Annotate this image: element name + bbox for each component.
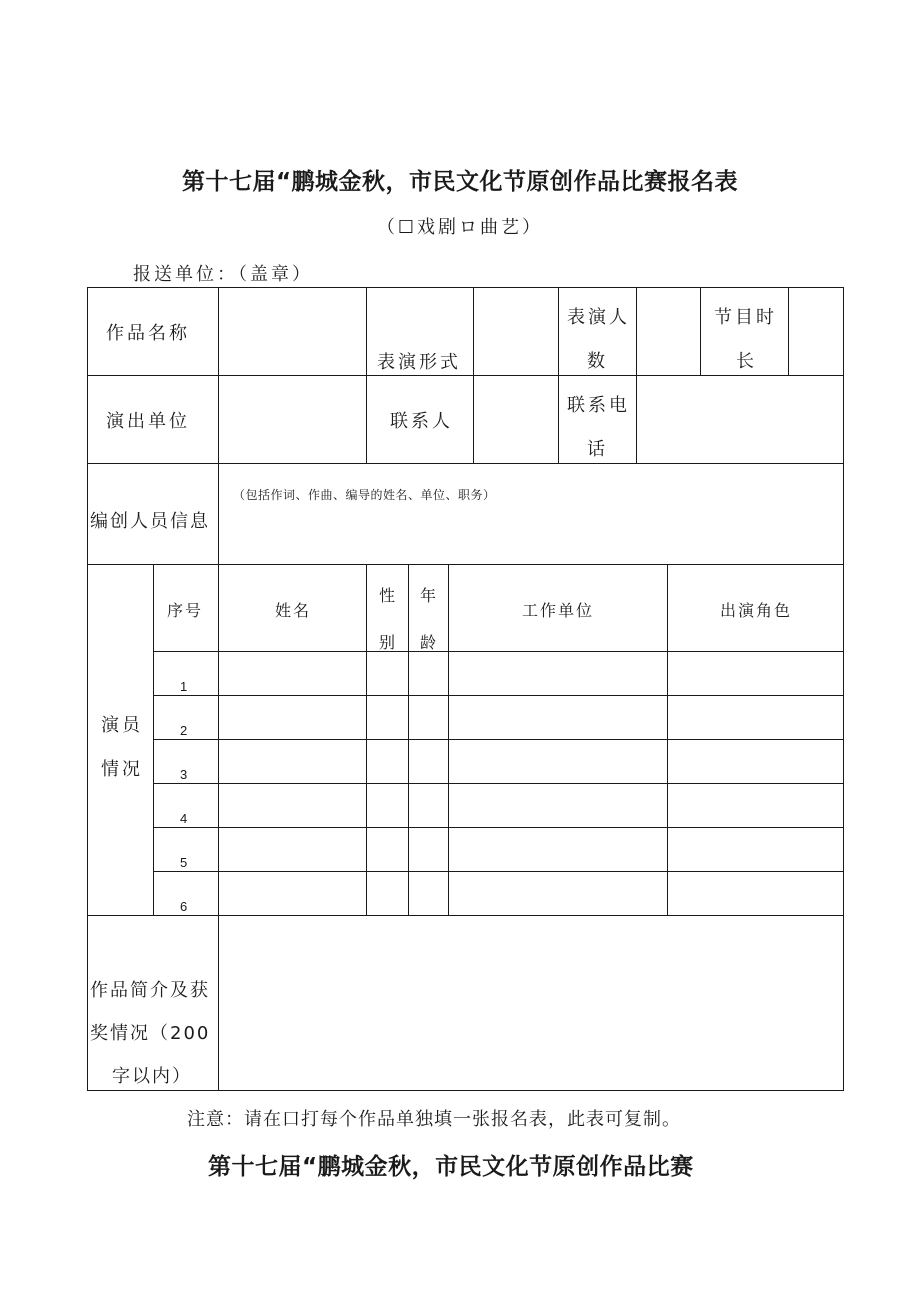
page-title: 第十七届“鹏城金秋，市民文化节原创作品比赛报名表 [181,169,739,195]
footer-note: 注意：请在口打每个作品单独填一张报名表，此表可复制。 [187,1109,681,1130]
col-seq-header: 序号 [167,601,204,620]
table-row-number: 6 [180,899,188,914]
intro-label-line2: 奖情况（200 [90,1023,211,1044]
intro-label-line1: 作品简介及获 [90,980,210,1001]
work-name-label: 作品名称 [106,323,190,344]
contact-phone-label-line1: 联系电 [567,395,630,416]
col-role-header: 出演角色 [720,601,793,620]
col-age-header-line1: 年 [420,586,439,605]
intro-label-line3: 字以内） [112,1066,192,1087]
performers-count-label-line1: 表演人 [567,307,630,328]
performance-form-label: 表演形式 [377,352,461,373]
col-gender-header-line1: 性 [379,586,398,605]
program-duration-label-line1: 节目时 [714,307,777,328]
performers-section-label-line1: 演员 [101,715,143,736]
creators-info-hint: （包括作词、作曲、编导的姓名、单位、职务） [233,488,496,502]
table-row-number: 3 [180,767,188,782]
table-row-number: 1 [180,679,188,694]
performers-section-label-line2: 情况 [101,759,143,780]
category-checkboxes: （☐戏剧ロ曲艺） [376,217,544,238]
col-gender-header-line2: 别 [379,633,398,652]
creators-info-label: 编创人员信息 [90,511,210,532]
table-row-number: 2 [180,723,188,738]
performers-count-label-line2: 数 [587,351,608,372]
col-work-unit-header: 工作单位 [522,601,595,620]
contact-person-label: 联系人 [390,411,453,432]
submit-unit-label: 报送单位：（盖章） [133,264,313,285]
program-duration-label-line2: 长 [736,351,757,372]
contact-phone-label-line2: 话 [587,439,608,460]
col-name-header: 姓名 [275,601,312,620]
col-age-header-line2: 龄 [420,633,439,652]
repeated-title: 第十七届“鹏城金秋，市民文化节原创作品比赛 [208,1154,694,1180]
table-row-number: 4 [180,811,188,826]
performing-unit-label: 演出单位 [106,411,190,432]
table-row-number: 5 [180,855,188,870]
